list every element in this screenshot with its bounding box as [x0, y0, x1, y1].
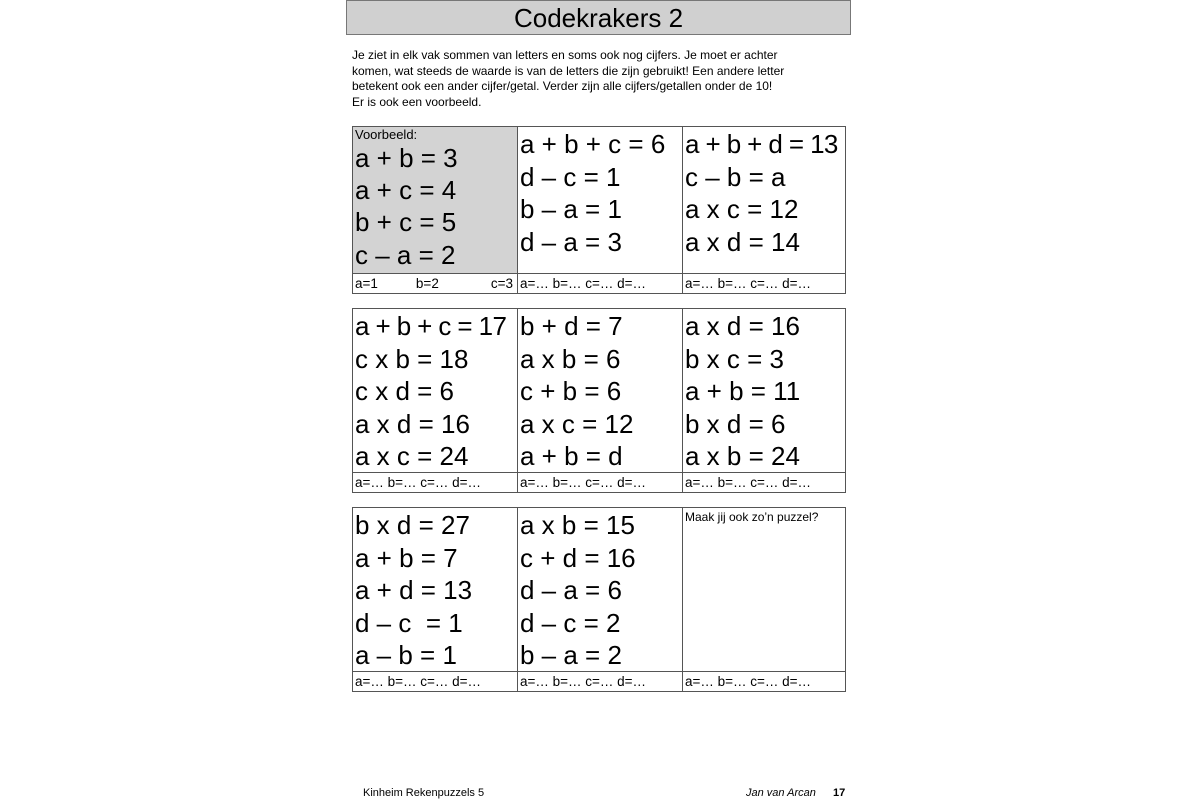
puzzle-row-3	[352, 507, 846, 692]
equation: a x c = 12	[685, 194, 799, 225]
equation: b + d = 7	[520, 311, 623, 341]
intro-line: Er is ook een voorbeeld.	[352, 94, 482, 109]
create-puzzle-prompt: Maak jij ook zo’n puzzel?	[685, 510, 819, 524]
equation: b – a = 1	[520, 194, 622, 225]
equation: a + b + c = 6	[520, 129, 666, 159]
equation: a x c = 12	[520, 408, 634, 439]
equation: a x d = 16	[685, 311, 800, 341]
example-equation: a + c = 4	[355, 175, 457, 206]
answer-field[interactable]: a=… b=… c=… d=…	[518, 672, 683, 691]
example-answer-b: b=2	[415, 276, 439, 291]
equation: a x d = 14	[685, 226, 800, 257]
puzzle-box-5	[683, 309, 845, 473]
answer-field[interactable]: a=… b=… c=… d=…	[353, 672, 518, 691]
intro-line: betekent ook een ander cijfer/getal. Verder zijn alle cijfers/getallen onder de 10!	[352, 79, 773, 93]
equation: a + b + c = 17	[355, 311, 507, 341]
equation: a + b = 11	[685, 376, 801, 407]
equation: d – c = 1	[355, 607, 463, 638]
equation: d – a = 6	[520, 575, 622, 606]
equation: a x b = 24	[685, 441, 800, 472]
equation: a – b = 1	[355, 640, 457, 671]
answer-field[interactable]: a=… b=… c=… d=…	[518, 274, 683, 293]
puzzle-box-3	[353, 309, 518, 473]
example-equation: c – a = 2	[355, 239, 456, 270]
example-label: Voorbeeld:	[355, 127, 418, 142]
answer-field[interactable]: a=… b=… c=… d=…	[685, 674, 812, 689]
puzzle-box-4	[518, 309, 683, 473]
equation: a + b = d	[520, 441, 623, 472]
puzzle-box-2	[683, 127, 845, 274]
equation: a x d = 16	[355, 408, 470, 439]
puzzle-box-6	[353, 508, 518, 672]
page-title: Codekrakers 2	[346, 0, 851, 35]
equation: a x c = 24	[355, 441, 469, 472]
equation: c x b = 18	[355, 343, 469, 374]
equation: a x b = 15	[520, 510, 635, 540]
example-answer-c: c=3	[490, 276, 513, 291]
equation: b x d = 6	[685, 408, 786, 439]
equation: a + b + d = 13	[685, 129, 838, 159]
footer-book-title: Kinheim Rekenpuzzels 5	[363, 787, 485, 799]
footer-author: Jan van Arcan	[746, 787, 816, 799]
equation: c + b = 6	[520, 376, 622, 407]
answer-field[interactable]: a=… b=… c=… d=…	[685, 475, 812, 490]
puzzle-row-1	[352, 126, 846, 294]
puzzle-row-2	[352, 308, 846, 493]
example-equation: b + c = 5	[355, 207, 457, 238]
equation: b x c = 3	[685, 343, 784, 374]
intro-line: komen, wat steeds de waarde is van de letters die zijn gebruikt! Een andere letter	[352, 63, 785, 78]
equation: c – b = a	[685, 161, 786, 192]
equation: d – c = 2	[520, 607, 621, 638]
answer-field[interactable]: a=… b=… c=… d=…	[685, 276, 812, 291]
equation: d – c = 1	[520, 161, 621, 192]
equation: c + d = 16	[520, 542, 636, 573]
equation: c x d = 6	[355, 376, 454, 407]
example-box	[353, 127, 518, 274]
equation: d – a = 3	[520, 226, 622, 257]
page-number: 17	[833, 787, 846, 799]
create-puzzle-box[interactable]	[683, 508, 845, 672]
equation: a x b = 6	[520, 343, 621, 374]
answer-field[interactable]: a=… b=… c=… d=…	[353, 473, 518, 492]
example-answer-a: a=1	[355, 276, 378, 291]
example-equation: a + b = 3	[355, 143, 458, 173]
equation: b – a = 2	[520, 640, 622, 671]
intro-line: Je ziet in elk vak sommen van letters en soms ook nog cijfers. Je moet er achter	[352, 48, 778, 62]
intro-text	[352, 48, 832, 110]
answer-field[interactable]: a=… b=… c=… d=…	[518, 473, 683, 492]
equation: a + b = 7	[355, 542, 458, 573]
puzzle-box-7	[518, 508, 683, 672]
equation: a + d = 13	[355, 575, 473, 606]
puzzle-box-1	[518, 127, 683, 274]
equation: b x d = 27	[355, 510, 470, 540]
example-answer	[353, 274, 518, 293]
